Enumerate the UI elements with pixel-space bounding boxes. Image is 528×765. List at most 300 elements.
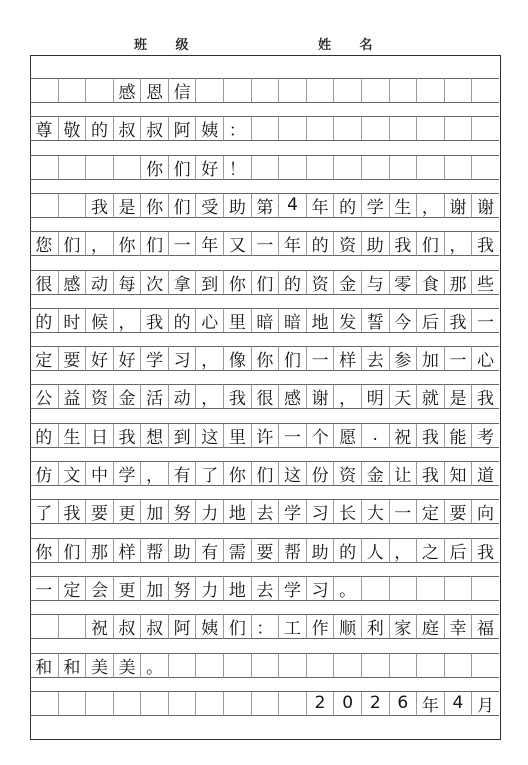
- grid-cell: [444, 155, 472, 180]
- grid-cell: [416, 653, 444, 678]
- grid-cell: [471, 116, 499, 141]
- grid-cell: 益: [58, 384, 86, 409]
- grid-cell: 后: [444, 538, 472, 563]
- grid-cell: [30, 193, 58, 218]
- grid-cell: 了: [195, 461, 223, 486]
- grid-cell: [113, 691, 141, 716]
- grid-cell: [195, 78, 223, 103]
- grid-cell: 更: [113, 576, 141, 601]
- grid-cell: 姨: [195, 614, 223, 639]
- grid-cell: 知: [444, 461, 472, 486]
- grid-cell: 福: [471, 614, 499, 639]
- grid-cell: [471, 78, 499, 103]
- grid-cell: 资: [85, 384, 113, 409]
- grid-cell: [389, 653, 417, 678]
- grid-cell: 们: [251, 461, 279, 486]
- grid-cell: 去: [251, 499, 279, 524]
- grid-row: [30, 155, 499, 180]
- grid-cell: 年: [195, 231, 223, 256]
- grid-cell: [306, 78, 334, 103]
- grid-cell: [251, 155, 279, 180]
- grid-cell: 的: [333, 193, 361, 218]
- grid-cell: 学: [278, 499, 306, 524]
- grid-cell: [389, 155, 417, 180]
- grid-cell: ，: [416, 193, 444, 218]
- grid-cell: 助: [168, 538, 196, 563]
- grid-cell: 你: [251, 346, 279, 371]
- grid-cell: 工: [278, 614, 306, 639]
- grid-cell: 这: [195, 423, 223, 448]
- grid-cell: 里: [223, 423, 251, 448]
- grid-cell: [251, 691, 279, 716]
- grid-cell: [58, 193, 86, 218]
- grid-row: [30, 576, 499, 601]
- grid-cell: 力: [195, 576, 223, 601]
- grid-cell: [389, 78, 417, 103]
- grid-cell: 去: [251, 576, 279, 601]
- grid-cell: 是: [113, 193, 141, 218]
- grid-cell: 时: [58, 308, 86, 333]
- grid-cell: 感: [278, 384, 306, 409]
- grid-cell: 地: [223, 499, 251, 524]
- grid-cell: 感: [113, 78, 141, 103]
- grid-cell: ，: [195, 346, 223, 371]
- grid-cell: [278, 78, 306, 103]
- grid-cell: [416, 155, 444, 180]
- grid-cell: [306, 116, 334, 141]
- grid-cell: ，: [113, 308, 141, 333]
- grid-cell: 美: [85, 653, 113, 678]
- grid-cell: 叔: [140, 116, 168, 141]
- grid-cell: [58, 614, 86, 639]
- grid-cell: [168, 653, 196, 678]
- grid-cell: [333, 653, 361, 678]
- grid-cell: 0: [333, 691, 361, 716]
- grid-cell: 地: [306, 308, 334, 333]
- grid-cell: 年: [306, 193, 334, 218]
- grid-cell: 发: [333, 308, 361, 333]
- grid-cell: 习: [306, 576, 334, 601]
- grid-cell: [58, 78, 86, 103]
- grid-cell: 食: [416, 270, 444, 295]
- grid-cell: [361, 78, 389, 103]
- grid-cell: 我: [389, 231, 417, 256]
- grid-cell: 向: [471, 499, 499, 524]
- grid-cell: 们: [168, 193, 196, 218]
- grid-cell: [444, 116, 472, 141]
- grid-cell: 你: [113, 231, 141, 256]
- grid-cell: 叔: [140, 614, 168, 639]
- grid-cell: [278, 116, 306, 141]
- grid-cell: 就: [416, 384, 444, 409]
- grid-cell: 叔: [113, 116, 141, 141]
- grid-cell: 帮: [278, 538, 306, 563]
- grid-cell: 作: [306, 614, 334, 639]
- grid-cell: 里: [223, 308, 251, 333]
- grid-cell: 很: [30, 270, 58, 295]
- grid-cell: 学: [361, 193, 389, 218]
- grid-cell: 有: [168, 461, 196, 486]
- grid-cell: 你: [223, 270, 251, 295]
- grid-cell: 样: [113, 538, 141, 563]
- grid-cell: [58, 155, 86, 180]
- grid-cell: 我: [471, 231, 499, 256]
- grid-cell: 拿: [168, 270, 196, 295]
- grid-cell: 年: [278, 231, 306, 256]
- grid-cell: 家: [389, 614, 417, 639]
- grid-cell: 们: [140, 231, 168, 256]
- grid-cell: 学: [140, 346, 168, 371]
- grid-cell: [361, 576, 389, 601]
- grid-cell: .: [361, 423, 389, 448]
- grid-cell: 心: [471, 346, 499, 371]
- grid-cell: 心: [195, 308, 223, 333]
- grid-cell: [361, 155, 389, 180]
- grid-cell: 月: [471, 691, 499, 716]
- grid-cell: 大: [361, 499, 389, 524]
- grid-cell: 到: [168, 423, 196, 448]
- grid-cell: ，: [444, 231, 472, 256]
- grid-cell: [278, 691, 306, 716]
- grid-cell: 们: [416, 231, 444, 256]
- grid-cell: 些: [471, 270, 499, 295]
- grid-cell: 一: [444, 346, 472, 371]
- grid-cell: [333, 78, 361, 103]
- grid-cell: [85, 691, 113, 716]
- grid-cell: 努: [168, 576, 196, 601]
- grid-cell: 们: [251, 270, 279, 295]
- grid-cell: 金: [333, 270, 361, 295]
- grid-cell: 的: [333, 538, 361, 563]
- grid-cell: 我: [223, 384, 251, 409]
- grid-cell: 受: [195, 193, 223, 218]
- grid-cell: 们: [223, 614, 251, 639]
- grid-cell: 2: [306, 691, 334, 716]
- grid-cell: 去: [361, 346, 389, 371]
- grid-cell: 恩: [140, 78, 168, 103]
- grid-cell: 要: [444, 499, 472, 524]
- grid-cell: 道: [471, 461, 499, 486]
- grid-row: [30, 691, 499, 716]
- grid-row: [30, 116, 499, 141]
- grid-cell: 了: [30, 499, 58, 524]
- grid-cell: 资: [306, 270, 334, 295]
- grid-cell: 仿: [30, 461, 58, 486]
- grid-cell: 学: [278, 576, 306, 601]
- grid-cell: 誓: [361, 308, 389, 333]
- grid-cell: [251, 78, 279, 103]
- grid-cell: 那: [444, 270, 472, 295]
- grid-cell: 的: [168, 308, 196, 333]
- grid-row: [30, 384, 499, 409]
- grid-cell: [58, 691, 86, 716]
- grid-cell: 阿: [168, 116, 196, 141]
- grid-cell: 助: [361, 231, 389, 256]
- grid-cell: 与: [361, 270, 389, 295]
- grid-cell: 美: [113, 653, 141, 678]
- grid-cell: 考: [471, 423, 499, 448]
- grid-row: [30, 614, 499, 639]
- grid-cell: ！: [223, 155, 251, 180]
- grid-cell: [30, 691, 58, 716]
- grid-cell: 之: [416, 538, 444, 563]
- grid-cell: 加: [140, 576, 168, 601]
- grid-cell: 们: [278, 346, 306, 371]
- grid-cell: 能: [444, 423, 472, 448]
- grid-cell: 感: [58, 270, 86, 295]
- grid-cell: [389, 116, 417, 141]
- grid-cell: 我: [140, 308, 168, 333]
- grid-cell: 后: [416, 308, 444, 333]
- grid-cell: 的: [306, 231, 334, 256]
- grid-row: [30, 653, 499, 678]
- grid-cell: [195, 691, 223, 716]
- grid-cell: 像: [223, 346, 251, 371]
- grid-cell: 份: [306, 461, 334, 486]
- grid-cell: [416, 576, 444, 601]
- grid-cell: [361, 653, 389, 678]
- grid-cell: 和: [58, 653, 86, 678]
- grid-cell: 样: [333, 346, 361, 371]
- grid-cell: 帮: [140, 538, 168, 563]
- grid-cell: [471, 155, 499, 180]
- grid-row: [30, 423, 499, 448]
- grid-cell: [471, 653, 499, 678]
- grid-cell: [278, 155, 306, 180]
- grid-cell: 助: [306, 538, 334, 563]
- grid-cell: 们: [168, 155, 196, 180]
- grid-cell: ，: [85, 231, 113, 256]
- grid-cell: 我: [416, 461, 444, 486]
- grid-cell: 学: [113, 461, 141, 486]
- grid-cell: 一: [389, 499, 417, 524]
- grid-cell: 的: [30, 308, 58, 333]
- grid-cell: 你: [140, 193, 168, 218]
- grid-cell: 幸: [444, 614, 472, 639]
- grid-cell: 有: [195, 538, 223, 563]
- grid-cell: 们: [58, 538, 86, 563]
- grid-cell: 活: [140, 384, 168, 409]
- grid-cell: 习: [168, 346, 196, 371]
- grid-cell: 。: [140, 653, 168, 678]
- grid-cell: 日: [85, 423, 113, 448]
- grid-cell: 定: [30, 346, 58, 371]
- grid-cell: [361, 116, 389, 141]
- grid-cell: [278, 653, 306, 678]
- grid-cell: 我: [471, 538, 499, 563]
- grid-cell: 力: [195, 499, 223, 524]
- grid-cell: [251, 116, 279, 141]
- grid-cell: 和: [30, 653, 58, 678]
- grid-cell: 愿: [333, 423, 361, 448]
- grid-cell: 你: [223, 461, 251, 486]
- grid-cell: 你: [140, 155, 168, 180]
- grid-row: [30, 231, 499, 256]
- grid-cell: 更: [113, 499, 141, 524]
- grid-cell: 庭: [416, 614, 444, 639]
- grid-cell: 我: [444, 308, 472, 333]
- grid-cell: 定: [58, 576, 86, 601]
- grid-cell: 年: [416, 691, 444, 716]
- grid-cell: 想: [140, 423, 168, 448]
- grid-cell: 好: [113, 346, 141, 371]
- grid-cell: 资: [333, 231, 361, 256]
- grid-cell: 。: [333, 576, 361, 601]
- grid-cell: 叔: [113, 614, 141, 639]
- grid-cell: 每: [113, 270, 141, 295]
- grid-row: [30, 270, 499, 295]
- grid-cell: 到: [195, 270, 223, 295]
- grid-cell: 敬: [58, 116, 86, 141]
- grid-cell: ，: [195, 384, 223, 409]
- grid-row: [30, 346, 499, 371]
- grid-row: [30, 499, 499, 524]
- grid-row: [30, 78, 499, 103]
- grid-cell: ，: [389, 538, 417, 563]
- grid-cell: 谢: [471, 193, 499, 218]
- grid-cell: [416, 116, 444, 141]
- grid-cell: 利: [361, 614, 389, 639]
- grid-cell: 生: [389, 193, 417, 218]
- grid-cell: 要: [85, 499, 113, 524]
- name-label: 姓 名: [318, 38, 385, 53]
- grid-cell: [389, 576, 417, 601]
- grid-cell: [471, 576, 499, 601]
- grid-cell: 2: [361, 691, 389, 716]
- grid-cell: 这: [278, 461, 306, 486]
- grid-cell: 你: [30, 538, 58, 563]
- grid-cell: 第: [251, 193, 279, 218]
- grid-cell: 生: [58, 423, 86, 448]
- grid-cell: 们: [58, 231, 86, 256]
- grid-cell: 6: [389, 691, 417, 716]
- grid-cell: 参: [389, 346, 417, 371]
- grid-cell: [444, 653, 472, 678]
- grid-cell: 定: [416, 499, 444, 524]
- grid-cell: 我: [416, 423, 444, 448]
- grid-row: [30, 538, 499, 563]
- grid-cell: 那: [85, 538, 113, 563]
- grid-cell: 您: [30, 231, 58, 256]
- grid-cell: 一: [168, 231, 196, 256]
- grid-cell: 天: [389, 384, 417, 409]
- grid-cell: [140, 691, 168, 716]
- grid-cell: 我: [85, 193, 113, 218]
- grid-cell: 候: [85, 308, 113, 333]
- grid-cell: 长: [333, 499, 361, 524]
- grid-row: [30, 461, 499, 486]
- grid-cell: 一: [471, 308, 499, 333]
- grid-cell: 我: [113, 423, 141, 448]
- grid-cell: [444, 78, 472, 103]
- grid-cell: 姨: [195, 116, 223, 141]
- grid-row: [30, 193, 499, 218]
- grid-cell: 4: [278, 193, 306, 218]
- grid-cell: ：: [223, 116, 251, 141]
- grid-cell: 好: [195, 155, 223, 180]
- grid-cell: 祝: [85, 614, 113, 639]
- grid-cell: 金: [113, 384, 141, 409]
- grid-cell: 让: [389, 461, 417, 486]
- grid-cell: [306, 155, 334, 180]
- grid-cell: [251, 653, 279, 678]
- grid-cell: 动: [85, 270, 113, 295]
- grid-cell: [168, 691, 196, 716]
- grid-cell: 许: [251, 423, 279, 448]
- grid-cell: [333, 116, 361, 141]
- grid-cell: [416, 78, 444, 103]
- grid-cell: 我: [471, 384, 499, 409]
- grid-cell: 信: [168, 78, 196, 103]
- grid-cell: 零: [389, 270, 417, 295]
- grid-cell: 地: [223, 576, 251, 601]
- grid-cell: 中: [85, 461, 113, 486]
- grid-cell: 个: [306, 423, 334, 448]
- grid-row: [30, 308, 499, 333]
- worksheet-header: [0, 34, 528, 52]
- grid-cell: 一: [306, 346, 334, 371]
- grid-cell: 又: [223, 231, 251, 256]
- grid-cell: ：: [251, 614, 279, 639]
- grid-cell: 尊: [30, 116, 58, 141]
- grid-cell: 4: [444, 691, 472, 716]
- grid-cell: 加: [140, 499, 168, 524]
- grid-cell: [30, 155, 58, 180]
- grid-cell: [223, 691, 251, 716]
- grid-cell: [30, 78, 58, 103]
- grid-cell: 今: [389, 308, 417, 333]
- grid-cell: 要: [251, 538, 279, 563]
- grid-cell: 明: [361, 384, 389, 409]
- grid-cell: [85, 155, 113, 180]
- grid-cell: 一: [251, 231, 279, 256]
- grid-cell: 努: [168, 499, 196, 524]
- grid-cell: [30, 614, 58, 639]
- grid-cell: 好: [85, 346, 113, 371]
- grid-cell: 很: [251, 384, 279, 409]
- grid-cell: [444, 576, 472, 601]
- grid-cell: 要: [58, 346, 86, 371]
- grid-cell: [223, 653, 251, 678]
- grid-cell: 助: [223, 193, 251, 218]
- grid-cell: [85, 78, 113, 103]
- grid-cell: 习: [306, 499, 334, 524]
- grid-cell: 祝: [389, 423, 417, 448]
- grid-cell: 需: [223, 538, 251, 563]
- grid-cell: 阿: [168, 614, 196, 639]
- grid-cell: 顺: [333, 614, 361, 639]
- grid-cell: [195, 653, 223, 678]
- grid-cell: 我: [58, 499, 86, 524]
- grid-cell: 暗: [251, 308, 279, 333]
- grid-cell: 的: [278, 270, 306, 295]
- grid-cell: 动: [168, 384, 196, 409]
- grid-cell: [333, 155, 361, 180]
- grid-cell: 的: [85, 116, 113, 141]
- grid-cell: 是: [444, 384, 472, 409]
- grid-cell: 一: [278, 423, 306, 448]
- grid-cell: 文: [58, 461, 86, 486]
- grid-cell: 金: [361, 461, 389, 486]
- grid-cell: [223, 78, 251, 103]
- grid-cell: 资: [333, 461, 361, 486]
- grid-cell: 一: [30, 576, 58, 601]
- grid-cell: 谢: [306, 384, 334, 409]
- grid-cell: 人: [361, 538, 389, 563]
- grid-cell: 会: [85, 576, 113, 601]
- grid-cell: ，: [140, 461, 168, 486]
- grid-cell: 加: [416, 346, 444, 371]
